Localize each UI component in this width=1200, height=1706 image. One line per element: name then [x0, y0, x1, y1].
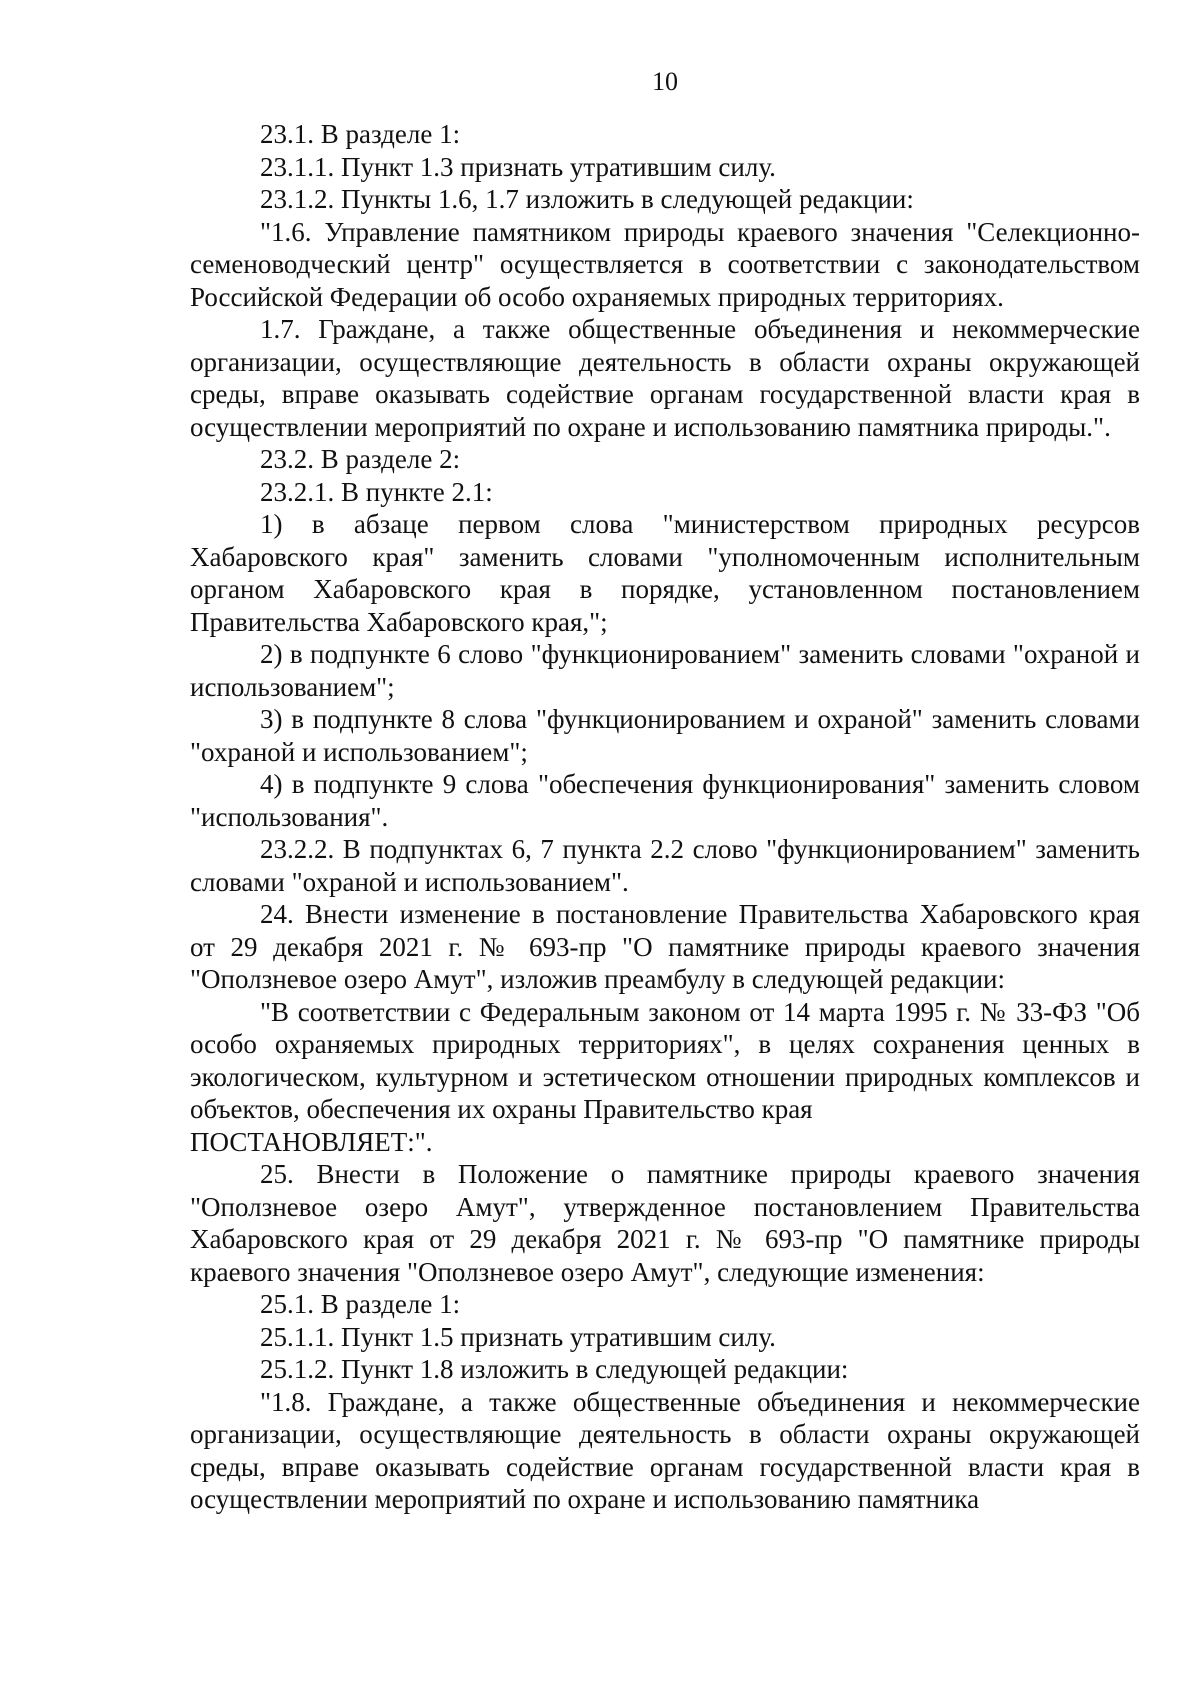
paragraph: 1.7. Граждане, а также общественные объединения и некоммерческие организации, осуществляющие деятельность в области охраны окружающей среды, вправе оказывать содействие органам государственной власти края в осуществлении мероприятий по охране и использованию памятника природы.". — [190, 314, 1140, 442]
paragraph: 1) в абзаце первом слова "министерством природных ресурсов Хабаровского края" заменить словами "уполномоченным исполнительным органом Хабаровского края в порядке, установленном постановлением Правительства Хабаровского края,"; — [190, 509, 1140, 637]
paragraph: 25.1. В разделе 1: — [260, 1289, 461, 1319]
page-number: 10 — [652, 67, 678, 96]
paragraph: "В соответствии с Федеральным законом от 14 марта 1995 г. № 33-ФЗ "Об особо охраняемых природных территориях", в целях сохранения ценных в экологическом, культурном и эстетическом отношении природных комплексов и объектов, обеспечения их охраны Правительство края — [190, 996, 1140, 1124]
paragraph: 23.2. В разделе 2: — [260, 444, 461, 474]
paragraph: 23.2.1. В пункте 2.1: — [260, 476, 493, 507]
paragraph: 23.1. В разделе 1: — [260, 119, 461, 149]
paragraph: "1.6. Управление памятником природы краевого значения "Селекционно-семеноводческий центр" осуществляется в соответствии с законодательством Российской Федерации об особо охраняемых природных территориях. — [190, 216, 1140, 312]
paragraph: 25.1.1. Пункт 1.5 признать утратившим силу. — [260, 1321, 776, 1352]
paragraph: 3) в подпункте 8 слова "функционированием и охраной" заменить словами "охраной и использованием"; — [190, 704, 1140, 767]
paragraph: 24. Внести изменение в постановление Правительства Хабаровского края от 29 декабря 2021 г. № 693-пр "О памятнике природы краевого значения "Оползневое озеро Амут", изложив преамбулу в следующей редакции: — [190, 899, 1140, 994]
paragraph: 23.2.2. В подпунктах 6, 7 пункта 2.2 слово "функционированием" заменить словами "охраной и использованием". — [190, 834, 1140, 897]
paragraph: ПОСТАНОВЛЯЕТ:". — [190, 1126, 433, 1157]
paragraph: 25.1.2. Пункт 1.8 изложить в следующей редакции: — [260, 1354, 849, 1384]
paragraph: 25. Внести в Положение о памятнике природы краевого значения "Оползневое озеро Амут", утвержденное постановлением Правительства Хабаровского края от 29 декабря 2021 г. № 693-пр "О памятнике природы краевого значения "Оползневое озеро Амут", следующие изменения: — [190, 1159, 1140, 1287]
document-body — [190, 118, 1140, 1516]
paragraph: 23.1.1. Пункт 1.3 признать утратившим силу. — [260, 151, 776, 182]
paragraph: 23.1.2. Пункты 1.6, 1.7 изложить в следующей редакции: — [260, 184, 914, 214]
paragraph: 4) в подпункте 9 слова "обеспечения функционирования" заменить словом "использования". — [190, 769, 1140, 832]
paragraph: "1.8. Граждане, а также общественные объединения и некоммерческие организации, осуществляющие деятельность в области охраны окружающей среды, вправе оказывать содействие органам государственной власти края в осуществлении мероприятий по охране и использованию памятника — [190, 1386, 1140, 1514]
paragraph: 2) в подпункте 6 слово "функционированием" заменить словами "охраной и использованием"; — [190, 639, 1140, 702]
